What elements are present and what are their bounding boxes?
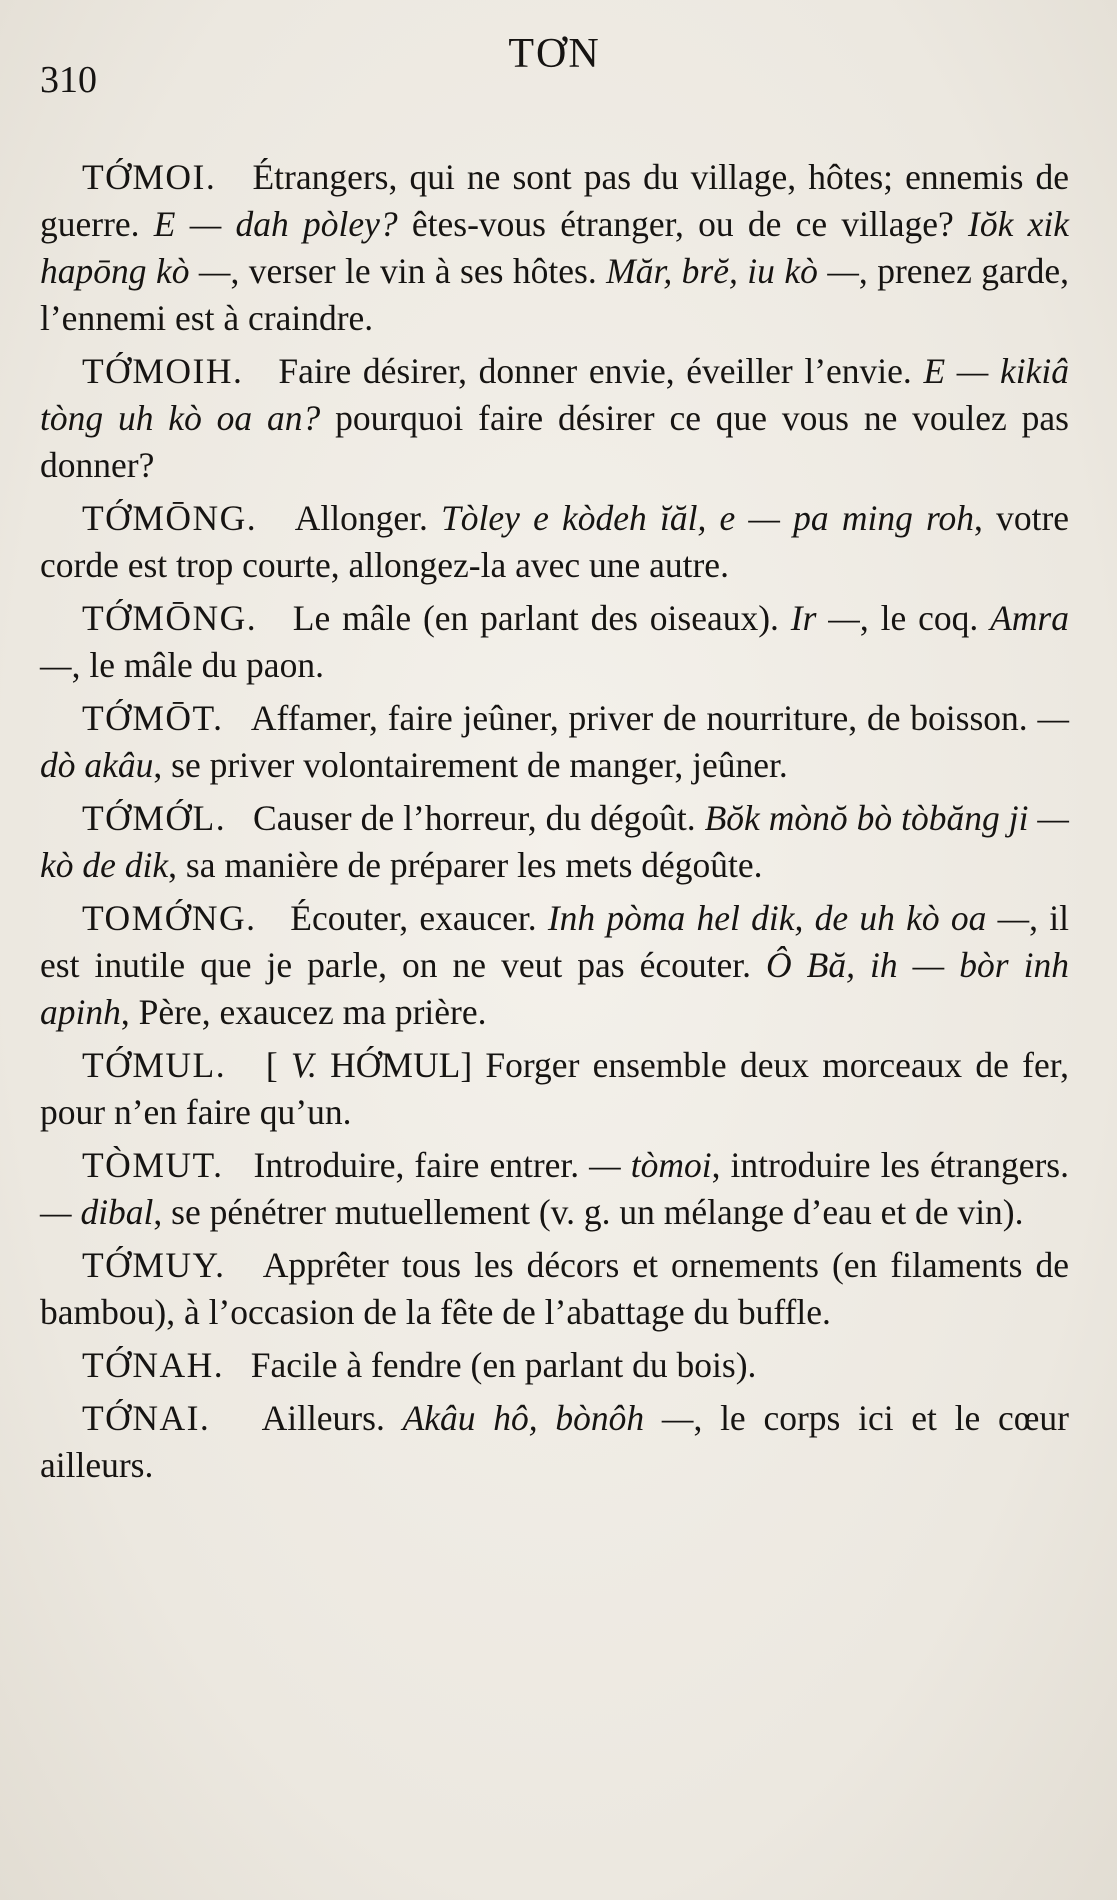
headword: TỚMŌNG.	[82, 498, 258, 538]
definition-text: Facile à fendre (en parlant du bois).	[250, 1345, 757, 1385]
entry-tomuy	[40, 1242, 1069, 1336]
entry-tomot	[40, 695, 1069, 789]
example-phrase: — dò akâu	[40, 698, 1070, 785]
definition-text: Le mâle (en parlant des oiseaux).	[292, 598, 791, 638]
cross-reference: V.	[290, 1045, 317, 1085]
definition-text: Introduire, faire entrer.	[253, 1145, 590, 1185]
page-header	[40, 30, 1069, 120]
definition-text: , le mâle du paon.	[71, 645, 324, 685]
definition-text: , verser le vin à ses hôtes.	[230, 251, 607, 291]
entry-tomol	[40, 795, 1069, 889]
headword: TỚNAI.	[82, 1398, 211, 1438]
entries-list	[40, 154, 1069, 1489]
headword: TỚMOI.	[82, 157, 217, 197]
running-head: TƠN	[508, 31, 601, 77]
definition-text: Causer de l’horreur, du dégoût.	[253, 798, 705, 838]
definition-text: , Père, exaucez ma prière.	[120, 992, 487, 1032]
entry-tomoi	[40, 154, 1069, 342]
definition-text: , se priver volontairement de manger, jeûner.	[153, 745, 788, 785]
entry-tomoih	[40, 348, 1069, 489]
example-phrase: Bŏk mònŏ bò tòbăng ji — kò de dik	[40, 798, 1069, 885]
headword: TÒMUT.	[82, 1145, 224, 1185]
example-phrase: — tòmoi	[589, 1145, 712, 1185]
entry-tonah	[40, 1342, 1069, 1389]
headword: TOMỚNG.	[82, 898, 257, 938]
entry-tomul	[40, 1042, 1069, 1136]
entry-tonai	[40, 1395, 1069, 1489]
page-number: 310	[40, 59, 97, 101]
headword: TỚMỚL.	[82, 798, 227, 838]
headword: TỚMŌNG.	[82, 598, 258, 638]
example-phrase: Amra —	[40, 598, 1069, 685]
definition-text: , se pénétrer mutuellement (v. g. un mélange d’eau et de vin).	[153, 1192, 1024, 1232]
entry-tomut	[40, 1142, 1069, 1236]
headword: TỚMUY.	[82, 1245, 226, 1285]
example-phrase: — dibal	[40, 1192, 154, 1232]
entry-tomong-ecouter	[40, 895, 1069, 1036]
definition-text: , prenez garde, l’ennemi est à craindre.	[40, 251, 1069, 338]
definition-text: , le corps ici et le cœur ailleurs.	[40, 1398, 1069, 1485]
definition-text: [	[265, 1045, 291, 1085]
example-phrase: Ir —	[790, 598, 860, 638]
definition-text: , le coq.	[859, 598, 991, 638]
definition-text: Allonger.	[294, 498, 442, 538]
headword: TỚNAH.	[82, 1345, 225, 1385]
headword: TỚMOIH.	[82, 351, 244, 391]
headword: TỚMŌT.	[82, 698, 224, 738]
example-phrase: Tòley e kòdeh ĭăl, e — pa ming roh	[441, 498, 975, 538]
definition-text: Écouter, exaucer.	[290, 898, 548, 938]
definition-text: Étrangers, qui ne sont pas du village, hôtes; ennemis de guerre.	[40, 157, 1069, 244]
definition-text: Apprêter tous les décors et ornements (en filaments de bambou), à l’occasion de la fête de l’abattage du buffle.	[40, 1245, 1069, 1332]
definition-text: pourquoi faire désirer ce que vous ne voulez pas donner?	[40, 398, 1069, 485]
example-phrase: E — kikiâ tòng uh kò oa an?	[40, 351, 1069, 438]
definition-text: , sa manière de préparer les mets dégoûte.	[168, 845, 763, 885]
example-phrase: Iŏk xik hapōng kò —	[40, 204, 1069, 291]
example-phrase: E — dah pòley?	[153, 204, 398, 244]
entry-tomong-allonger	[40, 495, 1069, 589]
entry-tomong-male	[40, 595, 1069, 689]
definition-text: êtes-vous étranger, ou de ce village?	[397, 204, 969, 244]
definition-text: , il est inutile que je parle, on ne veut pas écouter.	[40, 898, 1069, 985]
headword: TỚMUL.	[82, 1045, 227, 1085]
example-phrase: Inh pòma hel dik, de uh kò oa —	[547, 898, 1030, 938]
definition-text: HỚMUL] Forger ensemble deux morceaux de fer, pour n’en faire qu’un.	[40, 1045, 1070, 1132]
example-phrase: Akâu hô, bònôh —	[402, 1398, 694, 1438]
definition-text: , votre corde est trop courte, allongez-la avec une autre.	[40, 498, 1070, 585]
definition-text: Ailleurs.	[261, 1398, 403, 1438]
definition-text: , introduire les étrangers.	[711, 1145, 1069, 1185]
example-phrase: Măr, brĕ, iu kò —	[606, 251, 859, 291]
definition-text: Affamer, faire jeûner, priver de nourriture, de boisson.	[250, 698, 1038, 738]
definition-text: Faire désirer, donner envie, éveiller l’envie.	[278, 351, 924, 391]
example-phrase: Ô Bă, ih — bòr inh apinh	[40, 945, 1069, 1032]
